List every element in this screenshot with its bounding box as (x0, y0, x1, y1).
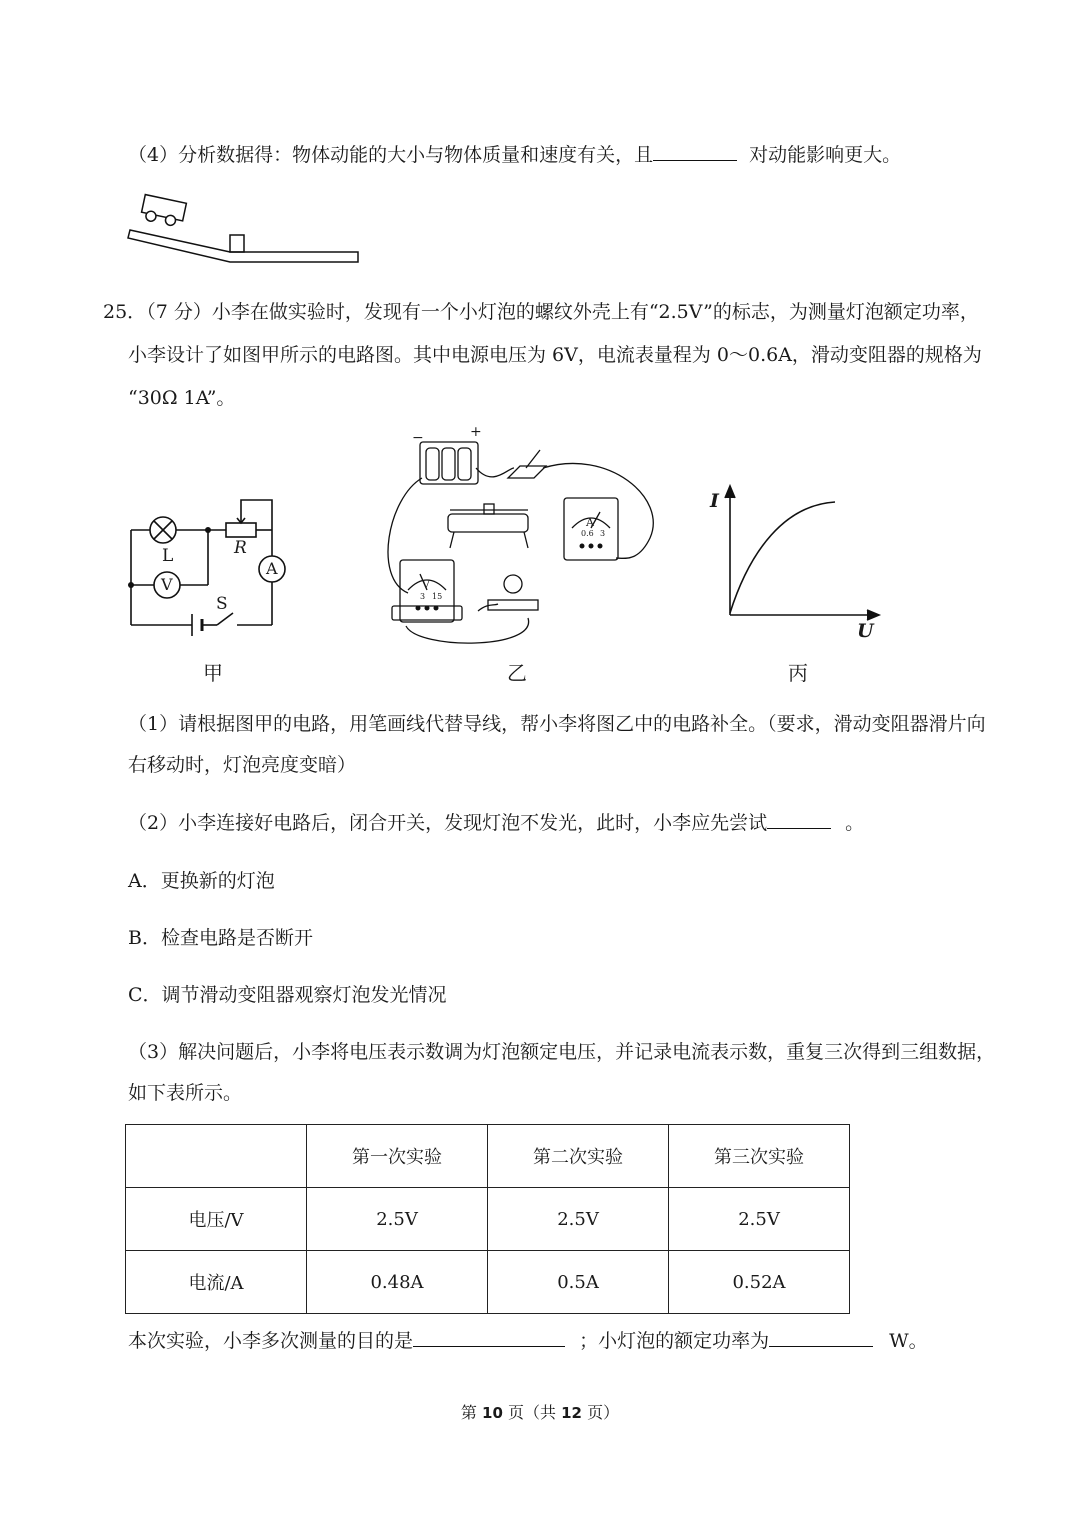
table-row (126, 1188, 850, 1251)
final-text-purpose: 本次实验，小李多次测量的目的是 (128, 1330, 414, 1352)
table-cell: 0.5A (488, 1251, 669, 1314)
q24-part4-line (128, 140, 901, 167)
battery-minus: − (412, 430, 424, 446)
voltmeter-face-label: V (422, 578, 430, 591)
battery-plus: + (470, 424, 482, 440)
q25-line3: “30Ω 1A”。 (128, 387, 236, 409)
option-b-label: B． (128, 927, 161, 949)
ammeter-scale-b: 3 (600, 529, 606, 538)
table-row (126, 1251, 850, 1314)
q25-points: （7 分） (146, 301, 212, 323)
purpose-answer-blank[interactable] (413, 1327, 565, 1347)
final-question-line (128, 1326, 928, 1353)
q24-part4-answer-blank[interactable] (653, 141, 737, 161)
q24-part4-text: （4）分析数据得：物体动能的大小与物体质量和速度有关，且 (128, 144, 654, 166)
table-cell: 电压/V (126, 1188, 307, 1251)
ammeter-face-label: A (586, 516, 594, 529)
figure-bing-caption: 丙 (788, 661, 808, 685)
table-header-row (126, 1125, 850, 1188)
table-header-cell (126, 1125, 307, 1188)
experiment-data-table (125, 1124, 850, 1314)
part1-line1: （1）请根据图甲的电路，用笔画线代替导线，帮小李将图乙中的电路补全。（要求，滑动变阻器滑片向 (128, 713, 986, 735)
voltmeter-label: V (161, 575, 173, 594)
table-header-cell: 第三次实验 (669, 1125, 850, 1188)
part3-line2: 如下表所示。 (128, 1082, 243, 1104)
table-cell: 2.5V (488, 1188, 669, 1251)
incline-cart-figure (120, 190, 370, 275)
final-text-unit: W。 (889, 1330, 928, 1352)
table-header-cell: 第二次实验 (488, 1125, 669, 1188)
part1-line2: 右移动时，灯泡亮度变暗） (128, 754, 357, 776)
x-axis-label: U (857, 620, 874, 642)
figure-yi-physical-circuit (378, 424, 668, 663)
table-cell: 2.5V (307, 1188, 488, 1251)
final-text-power: ；小灯泡的额定功率为 (579, 1330, 770, 1352)
option-a-label: A． (128, 870, 161, 892)
q25-line2: 小李设计了如图甲所示的电路图。其中电源电压为 6V，电流表量程为 0～0.6A，滑动变阻器的规格为 (128, 344, 982, 366)
switch-label: S (216, 594, 228, 614)
part2-answer-blank[interactable] (767, 809, 831, 829)
footer-suffix: 页） (587, 1403, 620, 1422)
figure-jia-caption: 甲 (203, 661, 223, 685)
ammeter-label: A (266, 559, 278, 578)
lamp-label: L (162, 546, 174, 566)
q25-line1 (103, 297, 979, 324)
page-footer (0, 1400, 1080, 1423)
power-answer-blank[interactable] (769, 1327, 873, 1347)
ammeter-scale-a: 0.6 (581, 529, 594, 538)
footer-middle: 页（共 (507, 1403, 556, 1422)
option-b (128, 923, 313, 950)
option-c-label: C． (128, 984, 162, 1006)
table-cell: 2.5V (669, 1188, 850, 1251)
rheostat-label: R (234, 538, 247, 558)
voltmeter-scale-b: 15 (432, 592, 443, 601)
q24-part4-text-after: 对动能影响更大。 (749, 144, 902, 166)
figure-jia-circuit (120, 490, 320, 645)
option-b-text: 检查电路是否断开 (160, 927, 313, 949)
y-axis-label: I (710, 490, 719, 512)
part2-line (128, 808, 864, 835)
figure-yi-caption: 乙 (507, 661, 527, 685)
total-pages: 12 (561, 1404, 582, 1422)
page-number: 10 (482, 1404, 503, 1422)
table-cell: 电流/A (126, 1251, 307, 1314)
q25-number: 25． (103, 301, 147, 323)
part2-text: （2）小李连接好电路后，闭合开关，发现灯泡不发光，此时，小李应先尝试 (128, 812, 768, 834)
table-cell: 0.52A (669, 1251, 850, 1314)
option-a-text: 更换新的灯泡 (160, 870, 275, 892)
option-a (128, 866, 275, 893)
option-c (128, 980, 447, 1007)
footer-prefix: 第 (460, 1403, 477, 1422)
option-c-text: 调节滑动变阻器观察灯泡发光情况 (161, 984, 447, 1006)
voltmeter-scale-a: 3 (420, 592, 426, 601)
table-cell: 0.48A (307, 1251, 488, 1314)
part3-line1: （3）解决问题后，小李将电压表示数调为灯泡额定电压，并记录电流表示数，重复三次得到三组数据， (128, 1041, 996, 1063)
figure-bing-iu-graph (705, 480, 885, 642)
q25-text-line1: 小李在做实验时，发现有一个小灯泡的螺纹外壳上有“2.5V”的标志，为测量灯泡额定功率， (211, 301, 979, 323)
table-header-cell: 第一次实验 (307, 1125, 488, 1188)
part2-text-after: 。 (845, 812, 865, 834)
